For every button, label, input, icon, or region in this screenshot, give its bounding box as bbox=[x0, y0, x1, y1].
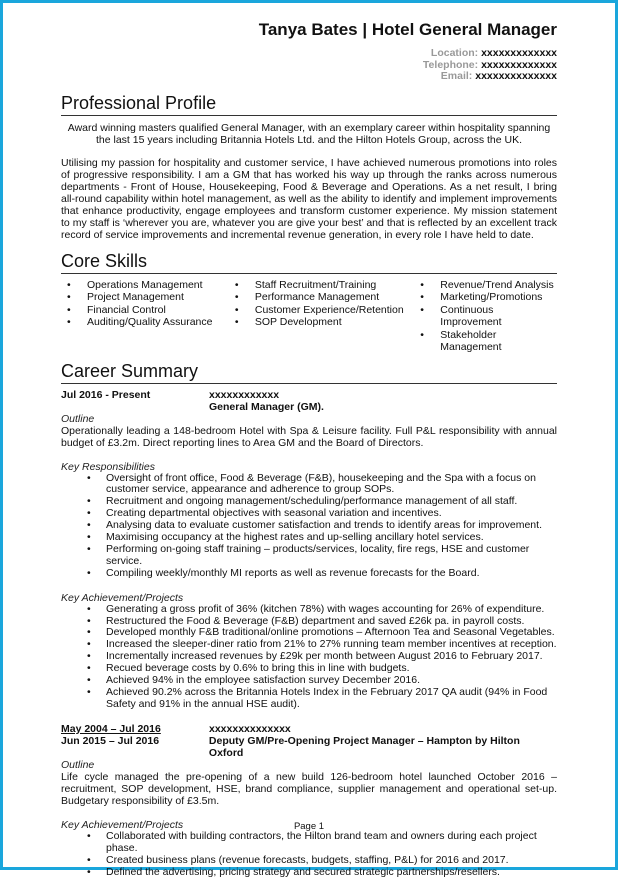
achievements-list bbox=[61, 831, 557, 878]
list-item: • Restructured the Food & Beverage (F&B) department and saved £26k pa. in payroll costs. bbox=[87, 616, 557, 628]
list-item: • Compiling weekly/monthly MI reports as well as revenue forecasts for the Board. bbox=[87, 568, 557, 580]
responsibilities-list bbox=[61, 473, 557, 580]
list-item: • Performing on-going staff training – products/services, locality, fire regs, HSE and customer service. bbox=[87, 544, 557, 568]
job-title: General Manager (GM). bbox=[209, 400, 324, 413]
contact-email: Email: xxxxxxxxxxxxxx bbox=[440, 70, 557, 82]
list-item: • Creating departmental objectives with seasonal variation and incentives. bbox=[87, 508, 557, 520]
skill-item: • Staff Recruitment/Training bbox=[229, 279, 414, 292]
outline-label: Outline bbox=[61, 412, 95, 425]
list-item: • Recruitment and ongoing management/scheduling/performance management of all staff. bbox=[87, 496, 557, 508]
contact-location: Location: xxxxxxxxxxxxx bbox=[430, 47, 557, 59]
job-date: May 2004 – Jul 2016 bbox=[61, 722, 161, 735]
list-item: • Developed monthly F&B traditional/online promotions – Afternoon Tea and Seasonal Vegetables. bbox=[87, 627, 557, 639]
skill-item: • Performance Management bbox=[229, 291, 414, 304]
job-header bbox=[61, 723, 557, 735]
job-header bbox=[61, 389, 557, 401]
skill-item: • Stakeholder Management bbox=[414, 329, 557, 354]
list-item: • Achieved 90.2% across the Britannia Hotels Index in the February 2017 QA audit (94% in Food Safety and 91% in the annual HSE audit). bbox=[87, 687, 557, 711]
job-entry bbox=[61, 389, 557, 711]
achievements-label: Key Achievement/Projects bbox=[61, 591, 184, 604]
job-title: Deputy GM/Pre-Opening Project Manager – Hampton by Hilton Oxford bbox=[208, 734, 520, 759]
responsibilities-label: Key Responsibilities bbox=[61, 460, 155, 473]
list-item: • Recued beverage costs by 0.6% to bring this in line with budgets. bbox=[87, 663, 557, 675]
list-item: • Oversight of front office, Food & Beverage (F&B), housekeeping and the Spa with a focus on customer service, appearance and adherence to group SOPs. bbox=[87, 473, 557, 497]
skills-column-2 bbox=[229, 279, 414, 354]
resume-name-title: Tanya Bates | Hotel General Manager bbox=[258, 20, 557, 39]
skill-item: • SOP Development bbox=[229, 316, 414, 329]
list-item: • Incrementally increased revenues by £29k per month between August 2016 to February 2017. bbox=[87, 651, 557, 663]
skill-item: • Marketing/Promotions bbox=[414, 291, 557, 304]
list-item: • Collaborated with building contractors, the Hilton brand team and owners during each project phase. bbox=[87, 831, 557, 855]
skills-heading: Core Skills bbox=[61, 251, 557, 274]
contact-block bbox=[61, 48, 557, 83]
profile-intro: Award winning masters qualified General Manager, with an exemplary career within hospitality spanning the last 15 years including Britannia Hotels Ltd. and the Hilton Hotels Group, across the UK. bbox=[67, 121, 551, 146]
list-item: • Created business plans (revenue forecasts, budgets, staffing, P&L) for 2016 and 2017. bbox=[87, 855, 557, 867]
job-title-row bbox=[61, 735, 557, 759]
list-item: • Generating a gross profit of 36% (kitchen 78%) with wages accounting for 26% of expenditure. bbox=[87, 604, 557, 616]
job-employer: xxxxxxxxxxxxxx bbox=[209, 722, 291, 735]
profile-body: Utilising my passion for hospitality and customer service, I have achieved numerous promotions into roles of progressive responsibility. I am a GM that has worked his way up through the ranks across numerous departments - Front of House, Housekeeping, Food & Beverage and Operations. As a net result, I bring all-round capability within hotel management, as well as the ability to identify and implement improvements that enhance productivity, engage employees and transform customer experience. My mission statement to my staff is ‘wherever you are, whatever you are give your best’ and that is reflected by an excellent track record of service improvements and incremental revenue generation, in every role I have held to date. bbox=[61, 156, 557, 241]
skills-column-1 bbox=[61, 279, 229, 354]
list-item: • Achieved 94% in the employee satisfaction survey December 2016. bbox=[87, 675, 557, 687]
job-employer: xxxxxxxxxxxx bbox=[209, 388, 280, 401]
skills-list bbox=[61, 279, 557, 354]
skill-item: • Project Management bbox=[61, 291, 229, 304]
job-entry bbox=[61, 723, 557, 878]
list-item: • Defined the advertising, pricing strategy and secured strategic partnerships/resellers. bbox=[87, 867, 557, 878]
job-title-row bbox=[61, 401, 557, 413]
profile-heading: Professional Profile bbox=[61, 93, 557, 116]
skill-item: • Continuous Improvement bbox=[414, 304, 557, 329]
contact-telephone: Telephone: xxxxxxxxxxxxx bbox=[422, 58, 557, 71]
job-date: Jul 2016 - Present bbox=[61, 388, 151, 401]
list-item: • Analysing data to evaluate customer satisfaction and trends to identify areas for improvement. bbox=[87, 520, 557, 532]
achievements-list bbox=[61, 604, 557, 711]
career-heading: Career Summary bbox=[61, 361, 557, 384]
achievements-label: Key Achievement/Projects bbox=[61, 818, 184, 831]
page-number: Page 1 bbox=[293, 821, 325, 832]
outline-label: Outline bbox=[61, 758, 95, 771]
skill-item: • Financial Control bbox=[61, 304, 229, 317]
list-item: • Increased the sleeper-diner ratio from 21% to 27% running team member incentives at reception. bbox=[87, 639, 557, 651]
skill-item: • Revenue/Trend Analysis bbox=[414, 279, 557, 292]
job-outline: Life cycle managed the pre-opening of a new build 126-bedroom hotel launched October 2016 – recruitment, SOP development, HSE, brand compliance, supplier management and operational set-up. Budgetary responsibility of £3.5m. bbox=[61, 770, 557, 807]
skill-item: • Auditing/Quality Assurance bbox=[61, 316, 229, 329]
job-outline: Operationally leading a 148-bedroom Hotel with Spa & Leisure facility. Full P&L responsibility with annual budget of £3.2m. Direct reporting lines to Area GM and the Board of Directors. bbox=[61, 424, 557, 449]
list-item: • Maximising occupancy at the highest rates and up-selling ancillary hotel services. bbox=[87, 532, 557, 544]
resume-page bbox=[61, 20, 557, 878]
skill-item: • Customer Experience/Retention bbox=[229, 304, 414, 317]
skill-item: • Operations Management bbox=[61, 279, 229, 292]
job-date: Jun 2015 – Jul 2016 bbox=[61, 734, 160, 747]
skills-column-3 bbox=[414, 279, 557, 354]
